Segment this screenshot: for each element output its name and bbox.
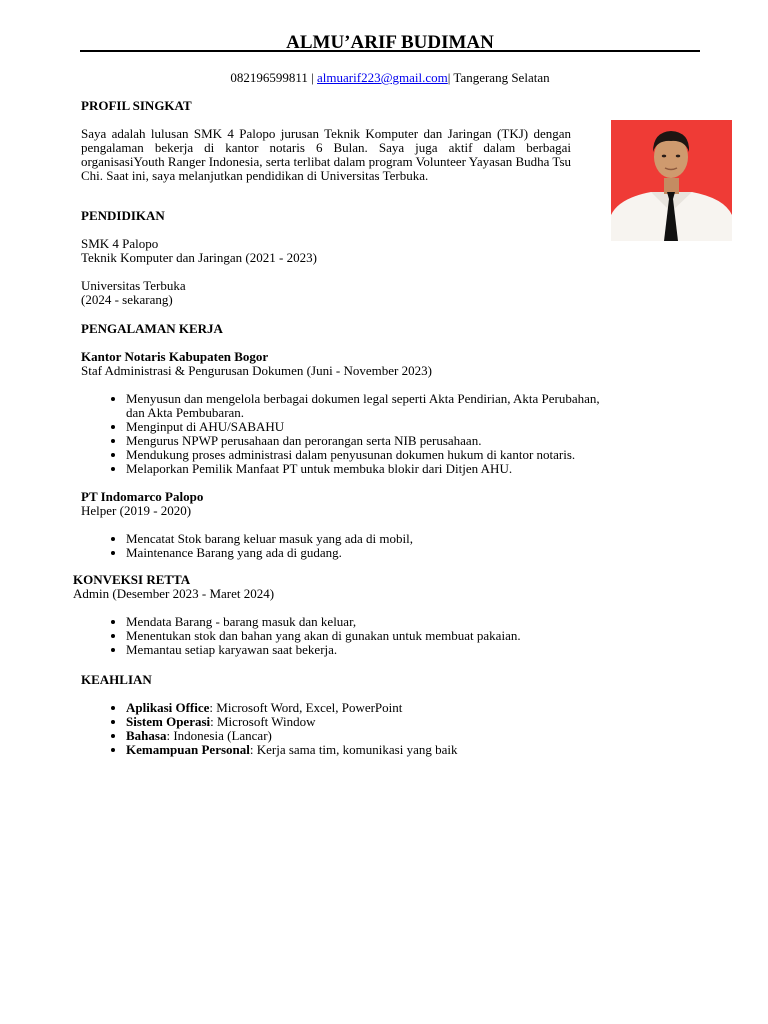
skill-value: : Microsoft Word, Excel, PowerPoint [209, 700, 403, 715]
person-portrait-icon [611, 120, 732, 241]
profile-photo [611, 120, 732, 241]
job-role: Admin (Desember 2023 - Maret 2024) [73, 586, 275, 601]
company-name: KONVEKSI RETTA [73, 572, 191, 587]
location-text: Tangerang Selatan [453, 70, 550, 85]
header-rule [80, 50, 700, 52]
list-item: • Mendata Barang - barang masuk dan keluar, [126, 615, 683, 629]
list-item: • Memantau setiap karyawan saat bekerja. [126, 643, 683, 657]
job-entry [81, 490, 681, 560]
list-item: • Mencatat Stok barang keluar masuk yang ada di mobil, [126, 532, 681, 546]
skill-label: Kemampuan Personal [126, 742, 250, 757]
skill-label: Bahasa [126, 728, 167, 743]
candidate-name: ALMU’ARIF BUDIMAN [286, 32, 494, 53]
skills-section [81, 673, 681, 757]
list-item: • Maintenance Barang yang ada di gudang. [126, 546, 681, 560]
job-entry [73, 573, 683, 657]
list-item: • Menyusun dan mengelola berbagai dokumen legal seperti Akta Pendirian, Akta Perubahan, dan Akta Pembubaran. [126, 392, 616, 420]
list-item: • Mendukung proses administrasi dalam penyusunan dokumen hukum di kantor notaris. [126, 448, 681, 462]
education-section [81, 209, 581, 307]
list-item: • Menentukan stok dan bahan yang akan di gunakan untuk membuat pakaian. [126, 629, 683, 643]
contact-line [80, 70, 700, 86]
education-item [81, 279, 581, 307]
phone-number: 082196599811 [230, 70, 308, 85]
school-name: SMK 4 Palopo [81, 236, 159, 251]
job-entry [81, 350, 681, 476]
skill-value: : Indonesia (Lancar) [166, 728, 272, 743]
section-heading: PROFIL SINGKAT [81, 98, 192, 113]
job-role: Helper (2019 - 2020) [81, 503, 192, 518]
list-item [126, 715, 681, 729]
list-item: • Mengurus NPWP perusahaan dan perorangan serta NIB perusahaan. [126, 434, 681, 448]
school-detail: (2024 - sekarang) [81, 292, 173, 307]
skill-value: : Kerja sama tim, komunikasi yang baik [249, 742, 458, 757]
experience-section [81, 322, 681, 560]
list-item [126, 701, 681, 715]
profile-section [81, 99, 571, 183]
email-link[interactable]: almuarif223@gmail.com [317, 70, 448, 85]
skills-list [81, 701, 681, 757]
section-heading: KEAHLIAN [81, 672, 152, 687]
skill-label: Sistem Operasi [126, 714, 211, 729]
list-item [126, 743, 681, 757]
list-item: • Menginput di AHU/SABAHU [126, 420, 681, 434]
task-list [81, 532, 681, 560]
list-item: • Melaporkan Pemilik Manfaat PT untuk membuka blokir dari Ditjen AHU. [126, 462, 681, 476]
section-heading: PENDIDIKAN [81, 208, 165, 223]
school-detail: Teknik Komputer dan Jaringan (2021 - 2023) [81, 250, 317, 265]
company-name: Kantor Notaris Kabupaten Bogor [81, 349, 269, 364]
task-list [81, 392, 681, 476]
skill-value: : Microsoft Window [210, 714, 316, 729]
company-name: PT Indomarco Palopo [81, 489, 204, 504]
school-name: Universitas Terbuka [81, 278, 186, 293]
list-item [126, 729, 681, 743]
task-list [73, 615, 683, 657]
education-item [81, 237, 581, 265]
skill-label: Aplikasi Office [126, 700, 210, 715]
profile-text: Saya adalah lulusan SMK 4 Palopo jurusan Teknik Komputer dan Jaringan (TKJ) dengan pengalaman bekerja di kantor notaris 6 Bulan. Saya juga aktif dalam berbagai organisasiYouth Ranger Indonesia, serta terlibat dalam program Volunteer Yayasan Budha Tsu Chi. Saat ini, saya melanjutkan pendidikan di Universitas Terbuka. [81, 126, 572, 183]
contact-separator: | [447, 70, 454, 85]
contact-separator: | [307, 70, 318, 85]
section-heading: PENGALAMAN KERJA [81, 321, 223, 336]
job-role: Staf Administrasi & Pengurusan Dokumen (Juni - November 2023) [81, 363, 432, 378]
